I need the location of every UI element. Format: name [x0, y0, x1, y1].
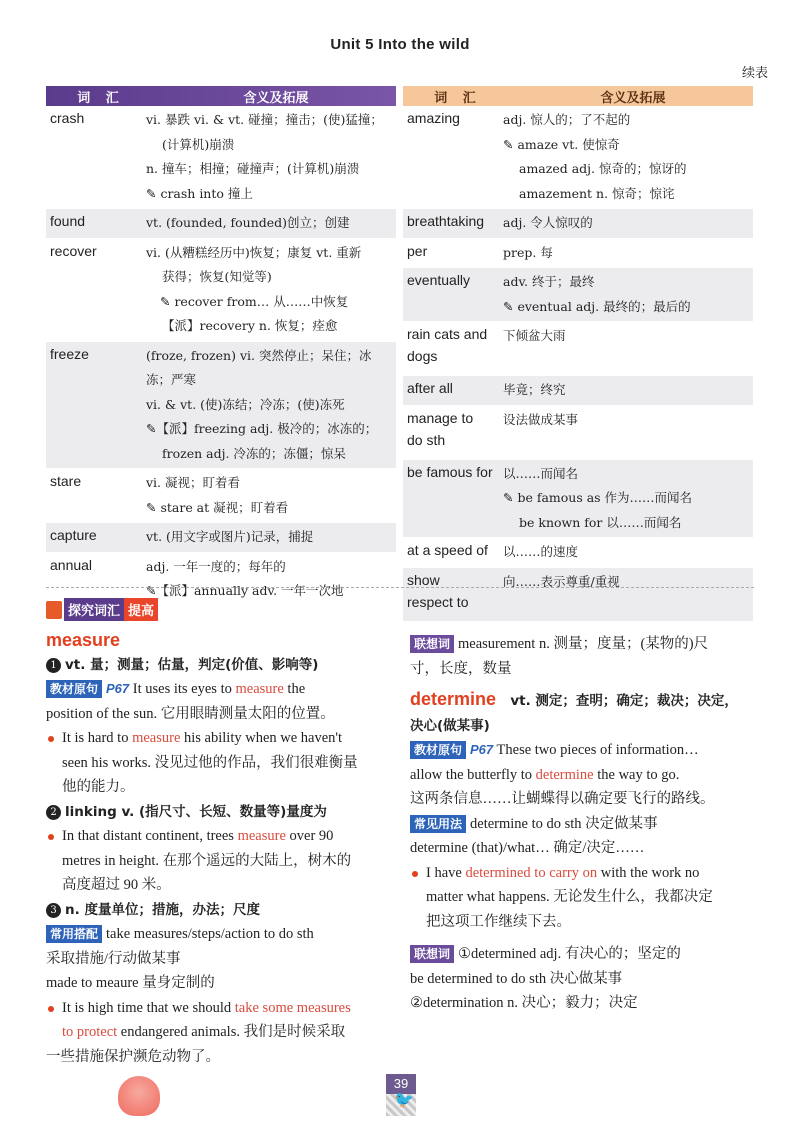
sense-text: vt. 测定；查明；确定；裁决；决定， — [510, 693, 738, 709]
example-bullet — [46, 996, 391, 1021]
table-header — [46, 86, 396, 106]
vocab-word — [403, 406, 503, 459]
definition-line: 设法做成某事 — [503, 411, 579, 427]
keyword: measure — [132, 730, 181, 746]
vocab-word: at a speed of — [407, 542, 488, 558]
book-icon — [46, 601, 62, 619]
vocab-word: recover — [50, 242, 97, 259]
vocab-word: amazing — [407, 110, 460, 126]
example-bullet — [46, 824, 391, 849]
sense-number: 2 — [46, 805, 61, 820]
example-text: the — [287, 681, 306, 697]
vocab-word-line: show — [407, 571, 440, 588]
headword: determine — [410, 689, 497, 709]
keyword: determine — [535, 766, 594, 783]
vocab-word — [403, 568, 503, 621]
continued-label: 续表 — [741, 66, 768, 81]
section-divider — [46, 587, 754, 588]
table-row — [403, 239, 753, 269]
definition-line: prep. 每 — [503, 244, 553, 260]
keyword: measure — [237, 828, 286, 844]
vocab-word: capture — [50, 527, 97, 543]
unit-title: Unit 5 Into the wild — [330, 36, 470, 53]
definition-line: 下倾盆大雨 — [503, 328, 566, 343]
vocab-word-line: respect to — [407, 593, 469, 610]
section-level: 提高 — [124, 598, 158, 621]
keyword: measure — [235, 681, 284, 697]
example-text: It is hard to — [62, 730, 129, 746]
vocab-word-line: dogs — [407, 348, 438, 364]
flower-decoration-icon — [118, 1076, 160, 1116]
table-row — [403, 106, 753, 209]
definition-line: vt. (用文字或图片)记录，捕捉 — [146, 529, 314, 544]
definition-line: (froze, frozen) vi. 突然停止；呆住；冰 — [146, 347, 372, 363]
definition-line: ✎ crash into 撞上 — [146, 185, 253, 201]
example-text: These two pieces of information… — [496, 742, 699, 758]
definition-line: n. 撞车；相撞；碰撞声；(计算机)崩溃 — [146, 161, 360, 176]
keyword: to protect — [62, 1024, 118, 1040]
vocab-word: after all — [407, 380, 453, 396]
definition-line: ✎【派】annually adv. 一年一次地 — [146, 583, 344, 598]
table-row — [403, 568, 753, 622]
col-word-header: 词 汇 — [434, 89, 482, 105]
example-text: In that distant continent, trees — [62, 828, 234, 844]
table-row — [46, 239, 396, 342]
section-badge — [46, 598, 158, 621]
association-tag: 联想词 — [410, 945, 454, 963]
sense-text: n. 度量单位；措施，办法；尺度 — [65, 901, 260, 918]
example-text: It is high time that we should — [62, 999, 232, 1016]
vocab-word: annual — [50, 556, 93, 573]
definition-line: ✎ eventual adj. 最终的；最后的 — [503, 298, 691, 314]
table-row — [403, 460, 753, 539]
vocab-table-right — [403, 86, 753, 622]
table-row — [46, 469, 396, 523]
source-page — [106, 681, 129, 696]
vocab-word-line: manage to — [407, 409, 474, 426]
col-meaning-header: 含义及拓展 — [243, 89, 309, 105]
definition-line: (计算机)崩溃 — [162, 136, 235, 152]
definition-line: 冻；严寒 — [146, 372, 197, 387]
table-header — [403, 86, 753, 106]
definition-line: ✎ recover from… 从……中恢复 — [160, 293, 349, 309]
bird-icon: 🐦 — [394, 1090, 414, 1109]
definition-line: amazement n. 惊奇；惊诧 — [519, 185, 675, 201]
vocab-word: found — [50, 213, 86, 229]
definition-line: 向……表示尊重/重视 — [503, 573, 620, 589]
table-row — [403, 538, 753, 568]
sense-text: linking v. (指尺寸、长短、数量等)量度为 — [65, 803, 327, 820]
definition-line: 以……而闻名 — [503, 465, 579, 481]
determine-entry — [410, 632, 756, 1016]
definition-line: adj. 令人惊叹的 — [503, 215, 593, 230]
definition-line: ✎【派】freezing adj. 极冷的；冰冻的； — [146, 421, 378, 436]
usage-text: determine to do sth 决定做某事 — [470, 815, 658, 832]
vocab-word: be famous for — [407, 463, 493, 480]
table-row — [46, 106, 396, 209]
collocation-tag: 常用搭配 — [46, 925, 102, 943]
usage-tag: 常见用法 — [410, 815, 466, 833]
definition-line: vi. (从糟糕经历中)恢复；康复 vt. 重新 — [146, 244, 362, 260]
example-bullet — [410, 861, 756, 886]
definition-line: vt. (founded, founded)创立；创建 — [146, 215, 350, 230]
table-row — [403, 406, 753, 460]
example-text: 把这项工作继续下去。 — [426, 913, 571, 930]
measure-entry — [46, 628, 391, 1069]
association-text: be determined to do sth 决心做某事 — [410, 970, 623, 987]
sense-text: 决心(做某事) — [410, 717, 490, 734]
keyword: determined to carry on — [465, 864, 598, 881]
col-word-header: 词 汇 — [77, 89, 125, 105]
definition-line: ✎ stare at 凝视；盯着看 — [146, 499, 289, 515]
definition-line: vi. 凝视；盯着看 — [146, 475, 241, 490]
association-tag: 联想词 — [410, 635, 454, 653]
example-text: I have — [426, 864, 462, 881]
page-ref: P67 — [106, 681, 130, 696]
definition-line: adj. 一年一度的；每年的 — [146, 558, 286, 574]
table-row — [403, 209, 753, 239]
keyword: take some measures — [234, 999, 351, 1016]
example-text: seen his works. 没见过他的作品，我们很难衡量 — [62, 754, 358, 771]
collocation-text: made to meaure 量身定制的 — [46, 975, 215, 991]
example-text: his ability when we haven't — [184, 730, 343, 746]
headword: measure — [46, 630, 121, 650]
definition-line: 以……的速度 — [503, 544, 579, 559]
section-label: 探究词汇 — [64, 598, 124, 621]
vocab-table-left — [46, 86, 396, 607]
table-row — [403, 376, 753, 406]
vocab-word: breathtaking — [407, 213, 485, 229]
sense-text: vt. 量；测量；估量，判定(价值、影响等) — [65, 656, 319, 673]
example-text: over 90 — [289, 828, 334, 844]
example-text: matter what happens. 无论发生什么，我都决定 — [426, 889, 713, 905]
example-text: the way to go. — [597, 766, 680, 783]
vocab-word: eventually — [407, 272, 471, 288]
definition-line: 毕竟；终究 — [503, 382, 566, 397]
usage-text: determine (that)/what… 确定/决定…… — [410, 840, 645, 856]
table-row — [403, 322, 753, 376]
definition-line: amazed adj. 惊奇的；惊讶的 — [519, 161, 687, 176]
example-text: with the work no — [600, 864, 700, 881]
vocab-word: freeze — [50, 345, 89, 362]
example-text: It uses its eyes to — [132, 681, 232, 697]
example-bullet — [46, 726, 391, 751]
definition-line: frozen adj. 冷冻的；冻僵；惊呆 — [162, 445, 346, 461]
definition-line: adv. 终于；最终 — [503, 274, 595, 289]
association-text: measurement n. 测量；度量；(某物的)尺 — [458, 636, 709, 652]
page-number: 39 — [386, 1074, 416, 1094]
vocab-word — [403, 322, 503, 375]
definition-line: vi. 暴跌 vi. & vt. 碰撞；撞击；(使)猛撞； — [146, 112, 383, 127]
definition-line: 获得；恢复(知觉等) — [162, 269, 272, 284]
association-text: ②determination n. 决心；毅力；决定 — [410, 995, 638, 1011]
definition-line: ✎ amaze vt. 使惊奇 — [503, 136, 620, 152]
table-row — [46, 342, 396, 470]
table-row — [46, 209, 396, 239]
col-meaning-header: 含义及拓展 — [600, 89, 666, 105]
vocab-word: crash — [50, 110, 85, 126]
vocab-word: per — [407, 242, 428, 259]
vocab-word-line: do sth — [407, 431, 446, 448]
source-tag: 教材原句 — [410, 741, 466, 759]
sense-number: 1 — [46, 658, 61, 673]
sense-number: 3 — [46, 903, 61, 918]
example-text: 一些措施保护濒危动物了。 — [46, 1048, 220, 1065]
page-ref: P67 — [470, 742, 494, 757]
vocab-word-line: rain cats and — [407, 326, 488, 342]
collocation-text: take measures/steps/action to do sth — [106, 926, 314, 942]
collocation-text: 采取措施/行动做某事 — [46, 950, 181, 967]
table-row — [403, 268, 753, 322]
definition-line: 【派】recovery n. 恢复；痊愈 — [162, 318, 338, 333]
example-text: 这两条信息……让蝴蝶得以确定要飞行的路线。 — [410, 791, 715, 807]
association-text: 寸，长度，数量 — [410, 660, 512, 677]
example-text: allow the butterfly to — [410, 766, 533, 783]
definition-line: adj. 惊人的；了不起的 — [503, 112, 631, 127]
vocab-word: stare — [50, 473, 82, 489]
example-text: endangered animals. 我们是时候采取 — [120, 1024, 346, 1040]
definition-line: ✎ be famous as 作为……而闻名 — [503, 490, 693, 505]
example-text: position of the sun. 它用眼睛测量太阳的位置。 — [46, 705, 335, 722]
definition-line: be known for 以……而闻名 — [519, 514, 682, 530]
definition-line: vi. & vt. (使)冻结；冷冻；(使)冻死 — [146, 396, 345, 412]
source-tag: 教材原句 — [46, 680, 102, 698]
example-text: 他的能力。 — [62, 779, 135, 795]
table-row — [46, 523, 396, 553]
association-text: ①determined adj. 有决心的；坚定的 — [458, 946, 681, 962]
example-text: 高度超过 90 米。 — [62, 877, 171, 893]
example-text: metres in height. 在那个遥远的大陆上，树木的 — [62, 852, 352, 869]
